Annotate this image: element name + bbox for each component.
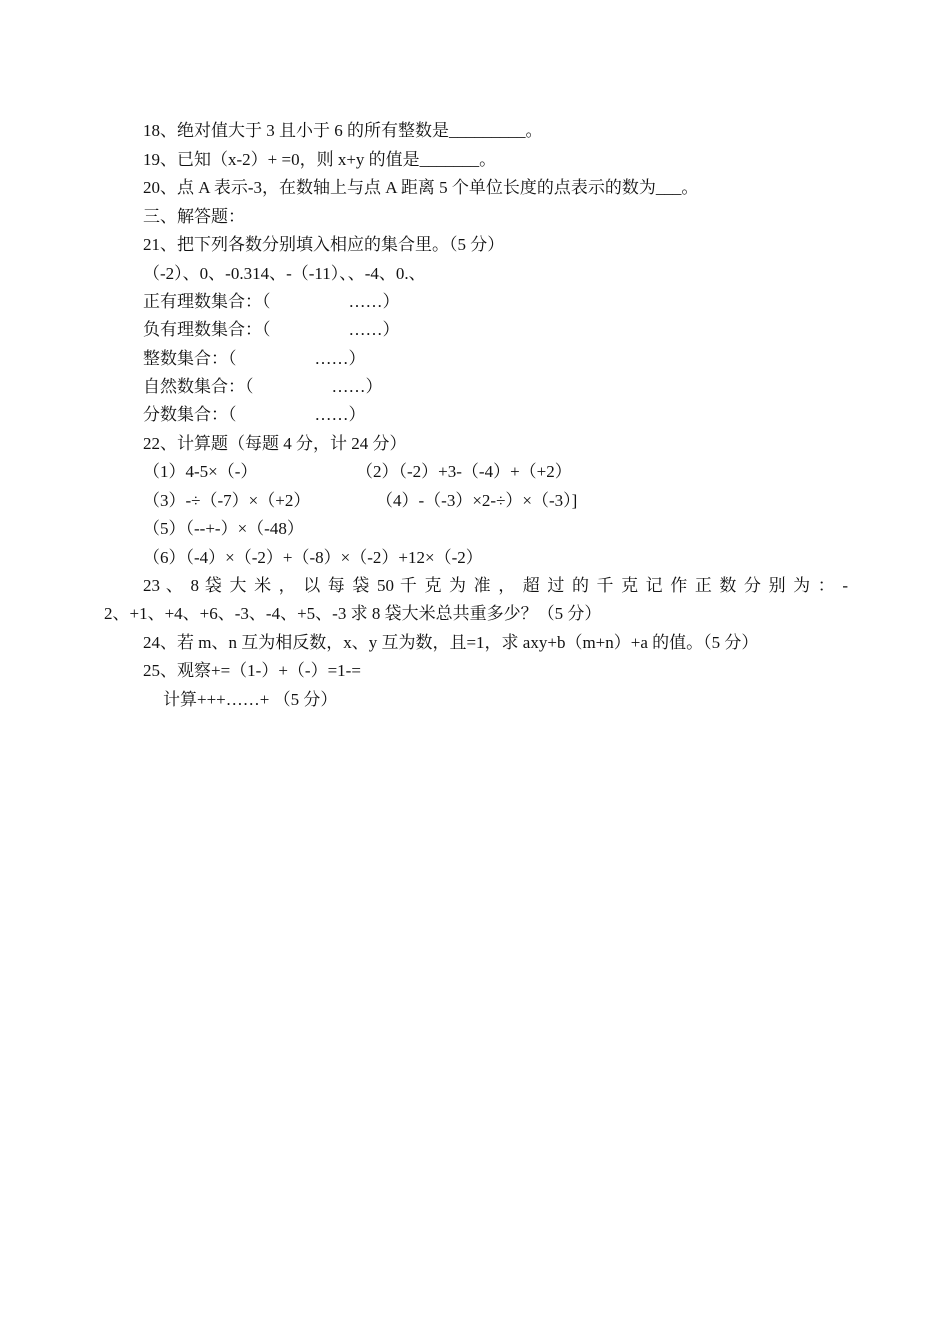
section-heading-3: 三、解答题： [143, 207, 245, 226]
set-end: ……） [348, 292, 400, 311]
calc-item-4: （4）-（-3）×2-÷）×（-3）] [376, 491, 578, 510]
question-24: 24、若 m、n 互为相反数，x、y 互为数，且=1，求 axy+b（m+n）+a 的值。（5 分） [143, 633, 759, 652]
question-21-numbers: （-2）、0、-0.314、-（-11）、、-4、0.、 [143, 264, 426, 283]
set-negative-rational [143, 319, 400, 341]
set-integers [143, 348, 366, 370]
set-end: ……） [331, 377, 383, 396]
set-positive-rational [143, 291, 400, 313]
set-label: 分数集合：（ [143, 405, 237, 424]
set-label: 自然数集合：（ [143, 377, 254, 396]
question-23-line-2: 2、+1、+4、+6、-3、-4、+5、-3 求 8 袋大米总共重多少？（5 分） [104, 604, 602, 623]
question-19: 19、已知（x-2）+ =0，则 x+y 的值是_______。 [143, 150, 497, 169]
calc-item-6: （6）（-4）×（-2）+（-8）×（-2）+12×（-2） [143, 548, 483, 567]
question-25-line-2: 计算+++……+ （5 分） [163, 690, 338, 709]
question-20: 20、点 A 表示-3，在数轴上与点 A 距离 5 个单位长度的点表示的数为___。 [143, 178, 699, 197]
question-25-line-1: 25、观察+=（1-）+（-）=1-= [143, 661, 361, 680]
question-18: 18、绝对值大于 3 且小于 6 的所有整数是_________。 [143, 121, 543, 140]
question-22-title: 22、计算题（每题 4 分，计 24 分） [143, 434, 407, 453]
question-23-line-1: 23 、 8 袋 大 米 ， 以 每 袋 50 千 克 为 准 ， 超 过 的 千 克 记 作 正 数 分 别 为 ： - [143, 576, 848, 595]
calc-item-3: （3）-÷（-7）×（+2） [143, 491, 311, 510]
set-label: 整数集合：（ [143, 349, 237, 368]
set-fractions [143, 404, 366, 426]
question-21-title: 21、把下列各数分别填入相应的集合里。（5 分） [143, 235, 505, 254]
set-label: 负有理数集合：（ [143, 320, 271, 339]
set-natural-numbers [143, 376, 383, 398]
set-end: ……） [314, 349, 366, 368]
set-end: ……） [348, 320, 400, 339]
calc-item-1: （1）4-5×（-） [143, 462, 258, 481]
set-label: 正有理数集合：（ [143, 292, 271, 311]
calc-item-5: （5）（--+-）×（-48） [143, 519, 304, 538]
set-end: ……） [314, 405, 366, 424]
calc-item-2: （2）（-2）+3-（-4）+（+2） [356, 462, 572, 481]
